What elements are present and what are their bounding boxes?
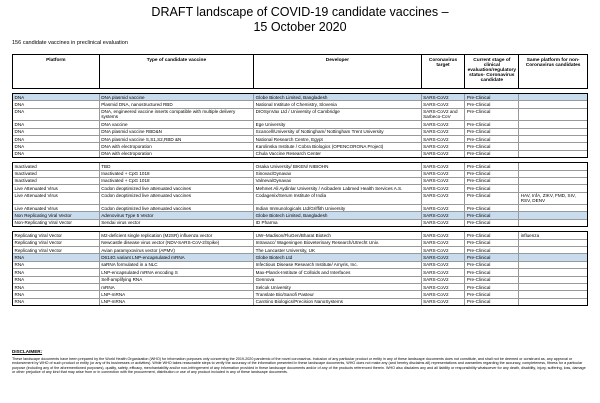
header-stage: Current stage of clinical evaluation/regulatory status- Coronavirus candidate bbox=[465, 55, 519, 88]
cell-stage: Pre-Clinical bbox=[465, 193, 519, 204]
table-row bbox=[13, 171, 587, 178]
cell-stage: Pre-Clinical bbox=[465, 291, 519, 297]
cell-type: Avian paramyxovirus vector (APMV) bbox=[100, 247, 254, 253]
cell-target: SARS-CoV2 bbox=[422, 143, 466, 149]
cell-target: SARS-CoV2 bbox=[422, 220, 466, 226]
table-row bbox=[13, 163, 587, 170]
cell-same-platform bbox=[519, 121, 587, 127]
cell-same-platform: influenza bbox=[520, 232, 540, 238]
cell-developer: National Research Centre, Egypt bbox=[254, 136, 421, 142]
cell-stage: Pre-Clinical bbox=[465, 212, 519, 218]
cell-platform: DNA bbox=[13, 121, 100, 127]
table-row bbox=[13, 178, 587, 185]
table-row bbox=[13, 151, 587, 157]
cell-target: SARS-CoV2 bbox=[422, 240, 466, 246]
cell-target: SARS-CoV2 bbox=[422, 151, 466, 157]
cell-stage: Pre-Clinical bbox=[465, 94, 519, 100]
cell-stage: Pre-Clinical bbox=[465, 247, 519, 253]
table-row bbox=[13, 220, 587, 226]
cell-same-platform bbox=[519, 220, 587, 226]
cell-platform: Inactivated bbox=[13, 163, 100, 169]
cell-platform: DNA bbox=[13, 151, 100, 157]
cell-platform: Replicating Viral Vector bbox=[13, 232, 100, 238]
cell-target: SARS-CoV2 bbox=[422, 232, 466, 238]
table-group bbox=[12, 231, 588, 306]
cell-developer: Globe Biotech Limited, Bangladesh bbox=[254, 94, 421, 100]
cell-developer: Osaka University/ BIKEN/ NIBIOHN bbox=[254, 163, 421, 169]
header-target: Coronavirus target bbox=[422, 55, 466, 88]
cell-platform: Live Attenuated Virus bbox=[13, 193, 100, 204]
cell-platform: RNA bbox=[13, 277, 100, 283]
cell-stage: Pre-Clinical bbox=[465, 121, 519, 127]
cell-type: TBD bbox=[100, 163, 254, 169]
disclaimer-title: DISCLAIMER: bbox=[12, 349, 43, 354]
cell-same-platform bbox=[519, 101, 587, 107]
cell-platform: DNA bbox=[13, 129, 100, 135]
cell-type: Inactivated + CpG 1018 bbox=[100, 171, 254, 177]
cell-type: DNA plasmid vaccine bbox=[100, 94, 254, 100]
title-line-1: DRAFT landscape of COVID-19 candidate vaccines – bbox=[151, 5, 449, 19]
cell-same-platform bbox=[519, 143, 587, 149]
cell-stage: Pre-Clinical bbox=[465, 284, 519, 290]
table-row bbox=[13, 284, 587, 291]
cell-type: Adenovirus Type 5 Vector bbox=[100, 212, 254, 218]
cell-platform: Non-Replicating Viral Vector bbox=[13, 220, 100, 226]
table-row bbox=[13, 291, 587, 298]
cell-same-platform bbox=[519, 262, 587, 268]
cell-target: SARS-CoV2 bbox=[422, 185, 466, 191]
disclaimer-text: These landscape documents have been prepared by the World Health Organization (WHO) for information purposes only concerning the 2019-2020 pandemic of the novel coronavirus. Inclusion of any particular product or entity in any of these landscape documents does not constitute, and shall not be deemed or construed as, any approval or endorsement by WHO of such product or entity (or any of its businesses or activities). While WHO takes reasonable steps to verify the accuracy of the information presented in these landscape documents, WHO does not make any (and hereby disclaims all) representations and warranties regarding the accuracy, completeness, fitness for a particular purpose (including any of the aforementioned purposes), quality, safety, efficacy, merchantability and/or non-infringement of any information provided in these landscape documents and/or of any of the products referenced therein. WHO also disclaims any and all liability or responsibility whatsoever for any death, disability, injury, suffering, loss, damage or other prejudice of any kind that may arise from or in connection with the procurement, distribution or use of any product included in any of these landscape documents. bbox=[12, 357, 586, 374]
cell-stage: Pre-Clinical bbox=[465, 269, 519, 275]
cell-target: SARS-CoV2 bbox=[422, 277, 466, 283]
cell-same-platform bbox=[519, 254, 587, 260]
cell-same-platform bbox=[519, 163, 587, 169]
cell-developer: Globe Biotech Ltd bbox=[254, 254, 421, 260]
table-row bbox=[13, 277, 587, 284]
cell-developer: Ege University bbox=[254, 121, 421, 127]
cell-platform: DNA bbox=[13, 109, 100, 120]
cell-platform: DNA bbox=[13, 94, 100, 100]
table-row bbox=[13, 121, 587, 128]
cell-developer: Intravacc/ Wageningen Bioveterinary Research/Utrecht Univ. bbox=[254, 240, 421, 246]
cell-platform: DNA bbox=[13, 136, 100, 142]
cell-type: M2-deficient single replication (M2SR) influenza vector bbox=[100, 232, 254, 238]
cell-target: SARS-CoV2 bbox=[422, 136, 466, 142]
cell-type: Plasmid DNA, nanostructured RBD bbox=[100, 101, 254, 107]
cell-platform: RNA bbox=[13, 269, 100, 275]
cell-developer: DIOSynVax Ltd / University of Cambridge bbox=[254, 109, 421, 120]
cell-target: SARS-CoV2 bbox=[422, 171, 466, 177]
cell-type: Codon deoptimized live attenuated vaccines bbox=[100, 193, 254, 204]
cell-stage: Pre-Clinical bbox=[465, 163, 519, 169]
cell-target: SARS-CoV2 bbox=[422, 247, 466, 253]
cell-stage: Pre-Clinical bbox=[465, 151, 519, 157]
table-row bbox=[13, 299, 587, 305]
table-row bbox=[13, 136, 587, 143]
cell-target: SARS-CoV2 bbox=[422, 269, 466, 275]
cell-stage: Pre-Clinical bbox=[465, 299, 519, 305]
cell-platform: RNA bbox=[13, 254, 100, 260]
cell-type: Sendai virus vector bbox=[100, 220, 254, 226]
cell-same-platform bbox=[519, 212, 587, 218]
cell-platform: DNA bbox=[13, 143, 100, 149]
cell-developer: Mehmet Ali Aydinlar University / Acibadem Labmed Health Services A.S. bbox=[254, 185, 421, 191]
cell-developer: Selcuk University bbox=[254, 284, 421, 290]
cell-type: DNA with electroporation bbox=[100, 143, 254, 149]
cell-target: SARS-CoV2 bbox=[422, 101, 466, 107]
table-row bbox=[13, 247, 587, 254]
cell-type: D614G variant LNP-encapsulated mRNA bbox=[100, 254, 254, 260]
cell-developer: Translate Bio/Sanofi Pasteur bbox=[254, 291, 421, 297]
table-row bbox=[13, 240, 587, 247]
table-row bbox=[13, 254, 587, 261]
cell-stage: Pre-Clinical bbox=[465, 101, 519, 107]
cell-platform: Replicating Viral Vector bbox=[13, 247, 100, 253]
table-row bbox=[13, 193, 587, 205]
cell-target: SARS-CoV2 bbox=[422, 129, 466, 135]
cell-target: SARS-CoV2 bbox=[422, 254, 466, 260]
cell-target: SARS-CoV2 bbox=[422, 262, 466, 268]
cell-type: Codon deoptimized live attenuated vaccines bbox=[100, 205, 254, 211]
cell-type: saRNA formulated in a NLC bbox=[100, 262, 254, 268]
table-row bbox=[13, 269, 587, 276]
cell-same-platform bbox=[519, 277, 587, 283]
cell-type: Newcastle disease virus vector (NDV-SARS-CoV-2/Spike) bbox=[100, 240, 254, 246]
section-subtitle: 156 candidate vaccines in preclinical evaluation bbox=[12, 40, 128, 46]
cell-stage: Pre-Clinical bbox=[465, 143, 519, 149]
cell-developer: Max-Planck-Institute of Colloids and Interfaces bbox=[254, 269, 421, 275]
table-row bbox=[13, 212, 587, 219]
cell-developer: The Lancaster University, UK bbox=[254, 247, 421, 253]
cell-type: Self-amplifying RNA bbox=[100, 277, 254, 283]
cell-stage: Pre-Clinical bbox=[465, 205, 519, 211]
cell-developer: Sinovac/Dynavax bbox=[254, 171, 421, 177]
cell-stage: Pre-Clinical bbox=[465, 109, 519, 120]
cell-same-platform bbox=[519, 136, 587, 142]
cell-same-platform bbox=[519, 284, 587, 290]
cell-developer: Indian Immunologicals Ltd/Griffith University bbox=[254, 205, 421, 211]
cell-type: LNP-mRNA bbox=[100, 299, 254, 305]
cell-developer: Codagenix/Serum Institute of India bbox=[254, 193, 421, 204]
cell-stage: Pre-Clinical bbox=[465, 232, 519, 238]
cell-same-platform bbox=[519, 151, 587, 157]
cell-platform: RNA bbox=[13, 299, 100, 305]
cell-stage: Pre-Clinical bbox=[465, 129, 519, 135]
header-same-platform: Same platform for non-Coronavirus candidates bbox=[525, 58, 581, 68]
cell-same-platform bbox=[519, 291, 587, 297]
cell-type: DNA plasmid vaccine RBD&N bbox=[100, 129, 254, 135]
cell-developer: UW–Madison/FluGen/Bharat Biotech bbox=[254, 232, 421, 238]
cell-type: DNA, engineered vaccine inserts compatible with multiple delivery systems bbox=[100, 109, 254, 120]
cell-target: SARS-CoV2 bbox=[422, 205, 466, 211]
cell-same-platform bbox=[519, 94, 587, 100]
cell-stage: Pre-Clinical bbox=[465, 262, 519, 268]
cell-stage: Pre-Clinical bbox=[465, 254, 519, 260]
cell-same-platform bbox=[519, 185, 587, 191]
cell-stage: Pre-Clinical bbox=[465, 277, 519, 283]
cell-type: Inactivated + CpG 1018 bbox=[100, 178, 254, 184]
cell-stage: Pre-Clinical bbox=[465, 220, 519, 226]
cell-same-platform: HAV, InfA, ZIKV, FMD, SIV, RSV, DENV bbox=[520, 193, 576, 204]
header-type: Type of candidate vaccine bbox=[100, 55, 254, 88]
cell-stage: Pre-Clinical bbox=[465, 171, 519, 177]
cell-developer: CanSino Biologics/Precision NanoSystems bbox=[254, 299, 421, 305]
cell-target: SARS-CoV2 bbox=[422, 193, 466, 204]
table-header bbox=[12, 54, 588, 89]
cell-same-platform bbox=[519, 299, 587, 305]
cell-developer: Infectious Disease Research Institute/ Amyris, Inc. bbox=[254, 262, 421, 268]
cell-target: SARS-CoV2 bbox=[422, 291, 466, 297]
table-row bbox=[13, 109, 587, 121]
cell-platform: Non Replicating Viral Vector bbox=[13, 212, 100, 218]
cell-type: mRNA bbox=[100, 284, 254, 290]
cell-target: SARS-CoV2 bbox=[422, 284, 466, 290]
cell-platform: Replicating Viral Vector bbox=[13, 240, 100, 246]
cell-type: DNA plasmid vaccine S,S1,S2,RBD &N bbox=[100, 136, 254, 142]
header-developer: Developer bbox=[254, 55, 421, 88]
cell-stage: Pre-Clinical bbox=[465, 136, 519, 142]
cell-developer: Scancell/University of Nottingham/ Nottingham Trent University bbox=[254, 129, 421, 135]
table-row bbox=[13, 205, 587, 212]
cell-same-platform bbox=[519, 129, 587, 135]
table-row bbox=[13, 232, 587, 239]
cell-developer: Globe Biotech Limited, Bangladesh bbox=[254, 212, 421, 218]
cell-type: DNA vaccine bbox=[100, 121, 254, 127]
cell-type: Codon deoptimized live attenuated vaccines bbox=[100, 185, 254, 191]
cell-platform: Inactivated bbox=[13, 171, 100, 177]
cell-platform: DNA bbox=[13, 101, 100, 107]
cell-developer: Karolinska Institute / Cobra Biologics (OPENCORONA Project) bbox=[254, 143, 421, 149]
cell-same-platform bbox=[519, 269, 587, 275]
table-row bbox=[13, 129, 587, 136]
cell-stage: Pre-Clinical bbox=[465, 185, 519, 191]
title-line-2: 15 October 2020 bbox=[253, 20, 347, 34]
table-row bbox=[13, 94, 587, 101]
document-title bbox=[0, 5, 600, 35]
cell-platform: RNA bbox=[13, 262, 100, 268]
cell-target: SARS-CoV2 bbox=[422, 212, 466, 218]
cell-platform: RNA bbox=[13, 291, 100, 297]
vaccine-table bbox=[12, 54, 588, 306]
table-group bbox=[12, 93, 588, 158]
cell-target: SARS-CoV2 and Sarbeco-CoV bbox=[422, 109, 466, 120]
cell-same-platform bbox=[519, 178, 587, 184]
cell-target: SARS-CoV2 bbox=[422, 299, 466, 305]
cell-platform: Live Attenuated Virus bbox=[13, 205, 100, 211]
table-body bbox=[12, 93, 588, 306]
cell-platform: Live Attenuated Virus bbox=[13, 185, 100, 191]
cell-stage: Pre-Clinical bbox=[465, 178, 519, 184]
cell-target: SARS-CoV2 bbox=[422, 163, 466, 169]
cell-target: SARS-CoV2 bbox=[422, 178, 466, 184]
table-row bbox=[13, 143, 587, 150]
cell-platform: RNA bbox=[13, 284, 100, 290]
table-group bbox=[12, 162, 588, 227]
cell-type: LNP-encapsulated mRNA encoding S bbox=[100, 269, 254, 275]
cell-stage: Pre-Clinical bbox=[465, 240, 519, 246]
cell-same-platform bbox=[519, 240, 587, 246]
cell-same-platform bbox=[519, 109, 587, 120]
cell-developer: Gennova bbox=[254, 277, 421, 283]
cell-type: DNA with electroporation bbox=[100, 151, 254, 157]
table-row bbox=[13, 185, 587, 192]
cell-target: SARS-CoV2 bbox=[422, 121, 466, 127]
cell-same-platform bbox=[519, 171, 587, 177]
cell-developer: National Institute of Chemistry, Slovenia bbox=[254, 101, 421, 107]
cell-platform: Inactivated bbox=[13, 178, 100, 184]
cell-same-platform bbox=[519, 205, 587, 211]
cell-developer: ID Pharma bbox=[254, 220, 421, 226]
cell-developer: Chula Vaccine Research Center bbox=[254, 151, 421, 157]
cell-developer: Valneva/Dynavax bbox=[254, 178, 421, 184]
header-platform: Platform bbox=[13, 55, 100, 88]
table-row bbox=[13, 101, 587, 108]
table-row bbox=[13, 262, 587, 269]
cell-same-platform bbox=[519, 247, 587, 253]
cell-target: SARS-CoV2 bbox=[422, 94, 466, 100]
cell-type: LNP-mRNA bbox=[100, 291, 254, 297]
